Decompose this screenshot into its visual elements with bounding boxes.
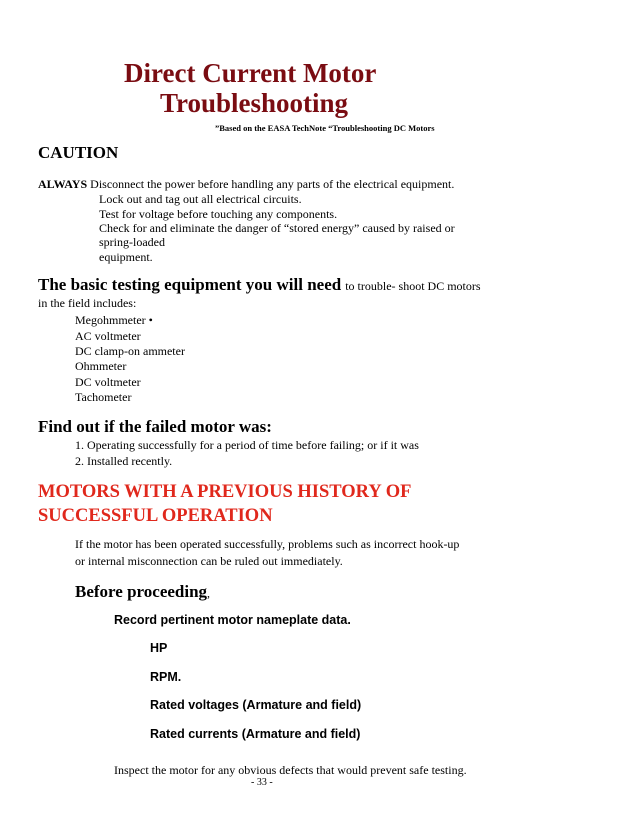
before-heading-line — [75, 582, 210, 602]
record-nameplate: Record pertinent motor nameplate data. — [114, 613, 351, 627]
nameplate-item: HP — [150, 641, 168, 655]
inspect-line: Inspect the motor for any obvious defects that would prevent safe testing. — [114, 763, 467, 777]
caution-line-2: Lock out and tag out all electrical circuits. — [99, 192, 302, 206]
equipment-item: AC voltmeter — [75, 329, 141, 343]
equipment-item: Ohmmeter — [75, 359, 127, 373]
source-note: ”Based on the EASA TechNote “Troubleshooting DC Motors — [215, 123, 435, 133]
equipment-line-2: in the field includes: — [38, 296, 137, 310]
caution-line-4: Check for and eliminate the danger of “stored energy” caused by raised or — [99, 221, 455, 235]
history-paragraph-line2: or internal misconnection can be ruled out immediately. — [75, 554, 343, 568]
equipment-heading-line — [38, 275, 481, 295]
find-out-item: 2. Installed recently. — [75, 454, 173, 468]
before-heading-tail: , — [207, 586, 211, 600]
always-label: ALWAYS — [38, 177, 88, 191]
find-out-item: 1. Operating successfully for a period of time before failing; or if it was — [75, 438, 419, 452]
equipment-heading: The basic testing equipment you will need — [38, 275, 342, 294]
nameplate-item: Rated currents (Armature and field) — [150, 727, 361, 741]
nameplate-item: RPM. — [150, 670, 182, 684]
caution-line-5: spring-loaded — [99, 235, 165, 249]
equipment-item: Tachometer — [75, 390, 132, 404]
find-out-heading: Find out if the failed motor was: — [38, 417, 272, 436]
caution-heading: CAUTION — [38, 143, 119, 162]
caution-text-1: Disconnect the power before handling any parts of the electrical equipment. — [90, 177, 455, 191]
page-number: - 33 - — [251, 777, 273, 788]
history-heading-line2: SUCCESSFUL OPERATION — [38, 506, 273, 526]
caution-line-6: equipment. — [99, 250, 153, 264]
equipment-item: DC voltmeter — [75, 375, 141, 389]
equipment-item: Megohmmeter • — [75, 313, 153, 327]
nameplate-item: Rated voltages (Armature and field) — [150, 698, 362, 712]
history-paragraph-line1: If the motor has been operated successfully, problems such as incorrect hook-up — [75, 537, 460, 551]
page-title-line2: Troubleshooting — [160, 88, 349, 118]
caution-line-1 — [38, 177, 454, 192]
equipment-heading-tail: to trouble- shoot DC motors — [345, 279, 481, 293]
before-heading: Before proceeding — [75, 582, 208, 601]
equipment-item: DC clamp-on ammeter — [75, 344, 185, 358]
page-title-line1: Direct Current Motor — [124, 58, 377, 88]
caution-line-3: Test for voltage before touching any components. — [99, 207, 338, 221]
history-heading-line1: MOTORS WITH A PREVIOUS HISTORY OF — [38, 482, 412, 502]
